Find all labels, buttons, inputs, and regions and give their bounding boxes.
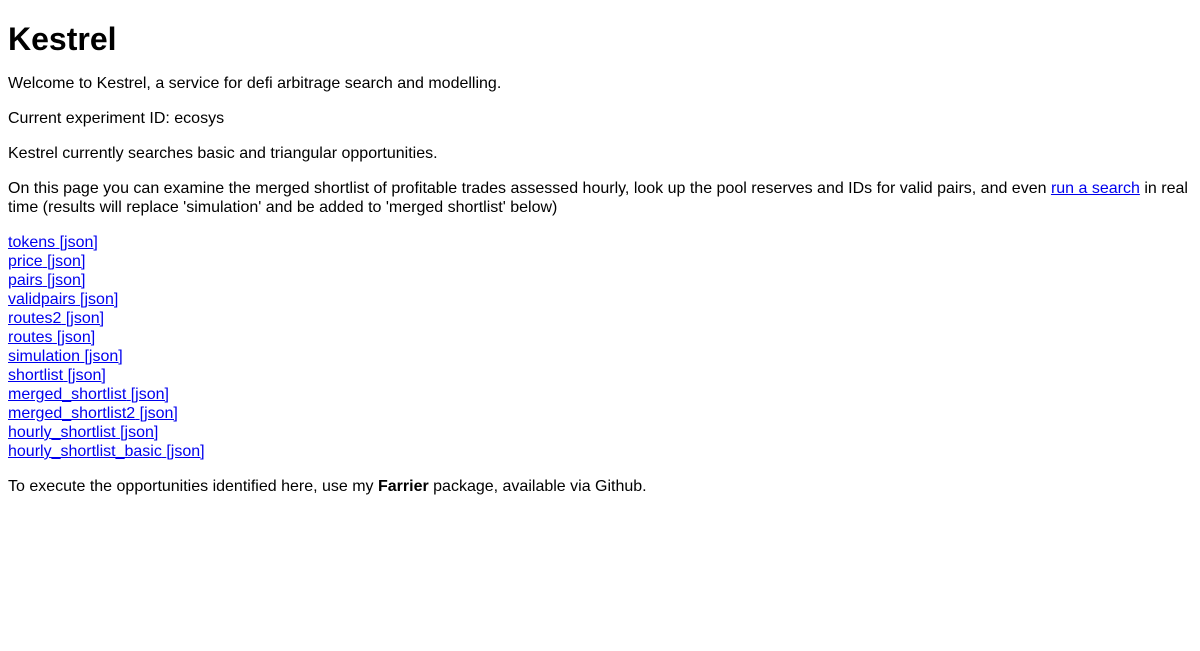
description-text [8,179,1192,217]
link-row-hourly-shortlist [8,423,1192,442]
footer-before: To execute the opportunities identified here, use my [8,478,378,495]
link-hourly-shortlist[interactable]: hourly_shortlist [json] [8,424,159,441]
welcome-text: Welcome to Kestrel, a service for defi arbitrage search and modelling. [8,75,502,92]
link-merged-shortlist2[interactable]: merged_shortlist2 [json] [8,405,178,422]
description-after: in real time (results will replace 'simulation' and be added to 'merged shortlist' below) [8,180,1188,216]
link-row-routes [8,328,1192,347]
description-before: On this page you can examine the merged shortlist of profitable trades assessed hourly, look up the pool reserves and IDs for valid pairs, and even [8,180,1051,197]
link-price[interactable]: price [json] [8,253,86,270]
resource-link-list [8,233,1192,461]
link-row-validpairs [8,290,1192,309]
link-row-pairs [8,271,1192,290]
package-name: Farrier [378,478,429,495]
link-row-merged-shortlist2 [8,404,1192,423]
link-pairs[interactable]: pairs [json] [8,272,86,289]
link-row-hourly-shortlist-basic [8,442,1192,461]
experiment-line [8,109,1192,128]
link-row-price [8,252,1192,271]
link-row-routes2 [8,309,1192,328]
experiment-label: Current experiment ID: [8,110,175,127]
link-hourly-shortlist-basic[interactable]: hourly_shortlist_basic [json] [8,443,205,460]
link-row-simulation [8,347,1192,366]
footer-text [8,477,1192,496]
link-validpairs[interactable]: validpairs [json] [8,291,119,308]
link-shortlist[interactable]: shortlist [json] [8,367,106,384]
link-merged-shortlist[interactable]: merged_shortlist [json] [8,386,169,403]
footer-after: package, available via Github. [428,478,647,495]
searches-text: Kestrel currently searches basic and triangular opportunities. [8,145,438,162]
link-row-merged-shortlist [8,385,1192,404]
page-body [0,21,1200,496]
experiment-id: ecosys [174,110,225,127]
link-row-shortlist [8,366,1192,385]
run-search-link[interactable]: run a search [1050,180,1140,197]
link-simulation[interactable]: simulation [json] [8,348,123,365]
page-title: Kestrel [8,21,117,57]
link-routes2[interactable]: routes2 [json] [8,310,105,327]
link-routes[interactable]: routes [json] [8,329,96,346]
link-row-tokens [8,233,1192,252]
link-tokens[interactable]: tokens [json] [8,234,98,251]
